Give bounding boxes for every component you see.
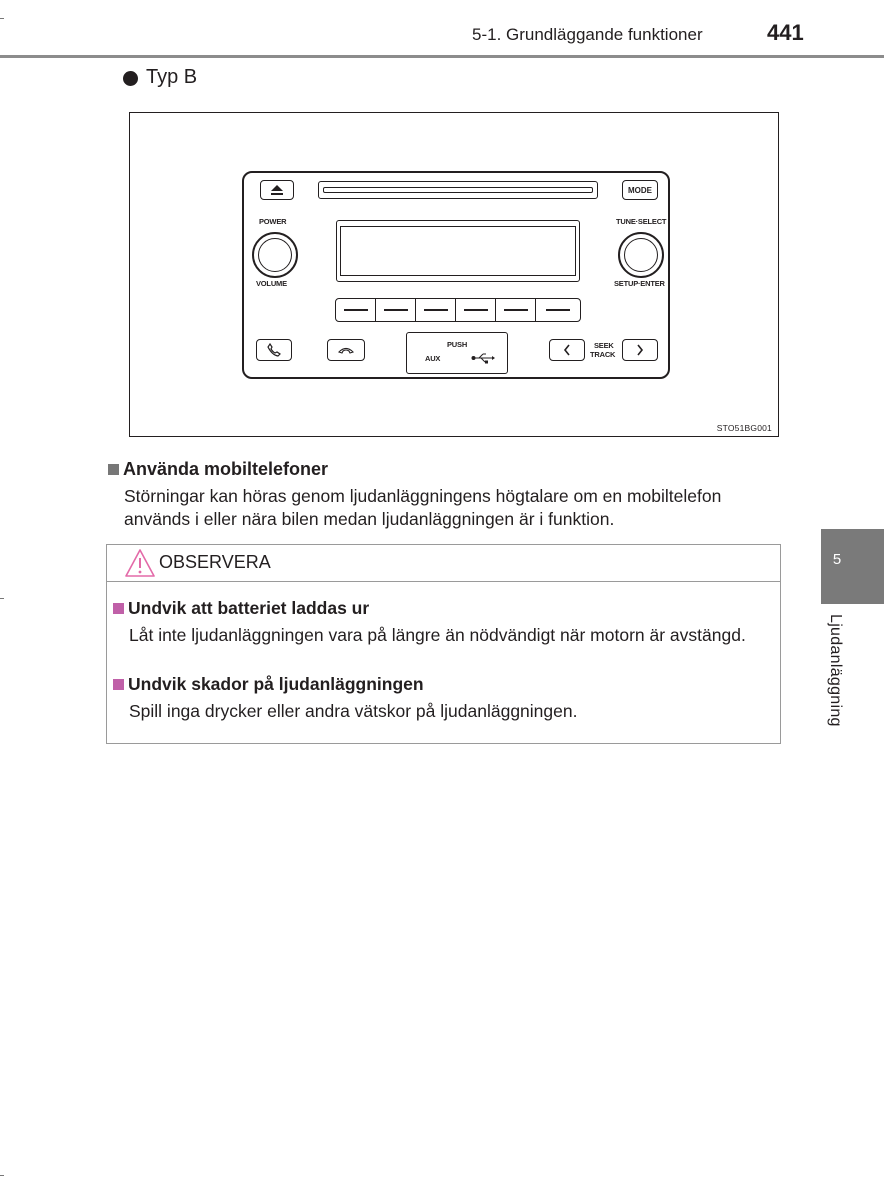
phone-answer-button[interactable] xyxy=(256,339,292,361)
tune-select-knob[interactable] xyxy=(618,232,664,278)
preset-bar xyxy=(335,298,581,322)
preset-button-6[interactable] xyxy=(536,299,580,321)
chapter-tab xyxy=(821,529,884,604)
tune-select-label: TUNE·SELECT xyxy=(616,217,667,226)
caution-title: OBSERVERA xyxy=(159,552,271,572)
chapter-title: Ljudanläggning xyxy=(827,614,844,727)
track-label: TRACK xyxy=(590,350,616,359)
warning-triangle-icon xyxy=(124,548,156,578)
caution-item-title xyxy=(113,598,369,619)
margin-tick xyxy=(0,598,4,599)
seek-label: SEEK xyxy=(594,341,614,350)
figure-code: STO51BG001 xyxy=(716,423,772,433)
phone-icon xyxy=(267,343,281,357)
aux-usb-port[interactable] xyxy=(406,332,508,374)
power-volume-knob[interactable] xyxy=(252,232,298,278)
eject-button[interactable] xyxy=(260,180,294,200)
section-heading-mobile xyxy=(108,459,328,480)
section-square-icon xyxy=(108,464,119,475)
caution-item-body: Låt inte ljudanläggningen vara på längre än nödvändigt när motorn är avstängd. xyxy=(129,625,746,645)
header-rule xyxy=(0,55,884,58)
usb-icon xyxy=(471,352,495,364)
phone-hangup-button[interactable] xyxy=(327,339,365,361)
power-label: POWER xyxy=(259,217,287,226)
section-body-mobile: Störningar kan höras genom ljudanläggningens högtalare om en mobiltelefon används i eller nära bilen medan ljudanläggningen är i funktion. xyxy=(124,486,722,529)
chevron-left-icon xyxy=(563,344,571,356)
caution-item-body: Spill inga drycker eller andra vätskor på ljudanläggningen. xyxy=(129,701,578,721)
hang-up-icon xyxy=(338,346,354,354)
cd-slot xyxy=(318,181,598,199)
setup-enter-label: SETUP·ENTER xyxy=(614,279,665,288)
volume-label: VOLUME xyxy=(256,279,287,288)
type-heading: Typ B xyxy=(146,66,198,88)
radio-panel xyxy=(242,171,670,379)
margin-tick xyxy=(0,1175,4,1176)
section-heading-text: Använda mobiltelefoner xyxy=(123,459,329,479)
seek-forward-button[interactable] xyxy=(622,339,658,361)
display-screen xyxy=(336,220,580,282)
preset-button-3[interactable] xyxy=(416,299,456,321)
push-label: PUSH xyxy=(447,340,468,349)
preset-button-2[interactable] xyxy=(376,299,416,321)
radio-figure xyxy=(129,112,779,437)
caution-divider xyxy=(107,581,780,582)
caution-square-icon xyxy=(113,603,124,614)
aux-label: AUX xyxy=(425,354,441,363)
chapter-number: 5 xyxy=(832,551,842,568)
margin-tick xyxy=(0,18,4,19)
eject-icon xyxy=(270,184,284,196)
page-number: 441 xyxy=(767,20,804,45)
caution-item-title-text: Undvik skador på ljudanläggningen xyxy=(128,674,424,694)
running-header-title: 5-1. Grundläggande funktioner xyxy=(472,25,703,44)
caution-item-title-text: Undvik att batteriet laddas ur xyxy=(128,598,370,618)
bullet-icon xyxy=(123,71,138,86)
chevron-right-icon xyxy=(636,344,644,356)
caution-square-icon xyxy=(113,679,124,690)
caution-item-title xyxy=(113,674,424,695)
mode-label: MODE xyxy=(628,185,652,195)
preset-button-1[interactable] xyxy=(336,299,376,321)
seek-back-button[interactable] xyxy=(549,339,585,361)
caution-box xyxy=(106,544,781,744)
mode-button[interactable] xyxy=(622,180,658,200)
preset-button-5[interactable] xyxy=(496,299,536,321)
preset-button-4[interactable] xyxy=(456,299,496,321)
